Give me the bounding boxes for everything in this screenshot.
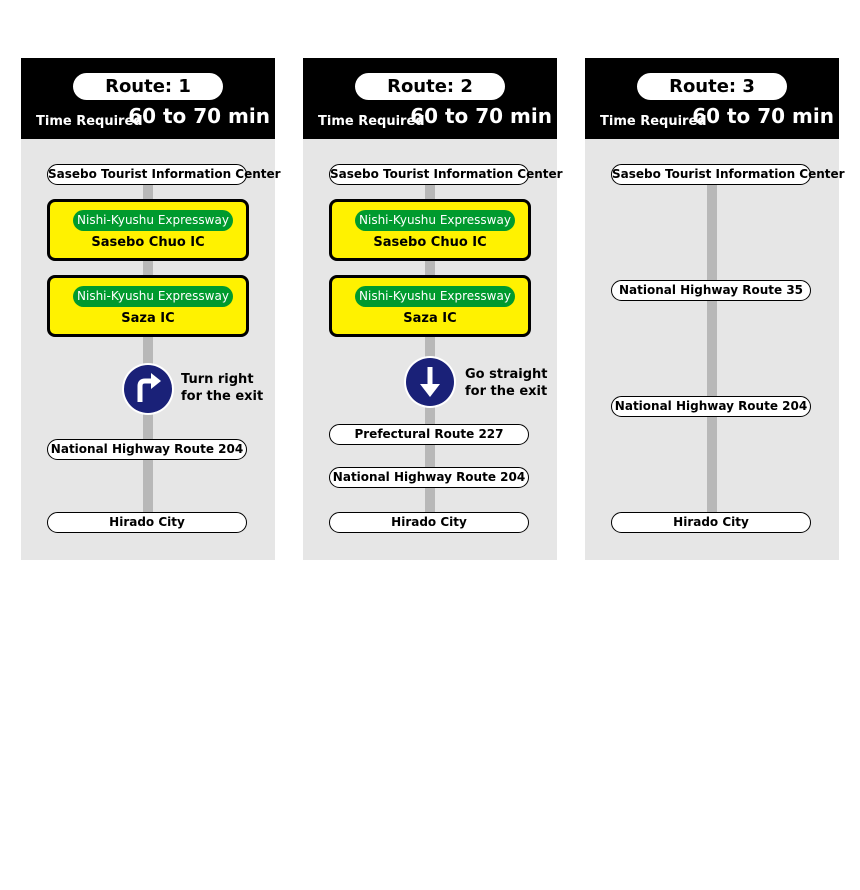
waypoint: Prefectural Route 227 [329,424,529,445]
instruction-line-1: Turn right [181,372,254,387]
waypoint: National Highway Route 204 [47,439,247,460]
interchange-name: Saza IC [403,311,457,326]
start-point: Sasebo Tourist Information Center [611,164,811,185]
interchange-name: Saza IC [121,311,175,326]
route-card-2 [303,58,563,560]
time-required-row [36,104,270,134]
waypoint: National Highway Route 204 [329,467,529,488]
start-point: Sasebo Tourist Information Center [47,164,247,185]
route-card-1 [21,58,281,560]
interchange-saza [329,275,531,337]
time-required-row [318,104,552,134]
destination: Hirado City [47,512,247,533]
destination: Hirado City [611,512,811,533]
instruction-line-1: Go straight [465,367,548,382]
interchange-name: Sasebo Chuo IC [91,235,205,250]
time-required-value: 60 to 70 min [692,104,834,128]
expressway-badge: Nishi-Kyushu Expressway [73,286,233,307]
waypoint: National Highway Route 35 [611,280,811,301]
interchange-sasebo-chuo [329,199,531,261]
route-card-3 [585,58,845,560]
instruction-line-2: for the exit [181,389,264,404]
straight-down-arrow-icon [403,355,457,409]
expressway-badge: Nishi-Kyushu Expressway [355,286,515,307]
time-required-value: 60 to 70 min [410,104,552,128]
waypoint: National Highway Route 204 [611,396,811,417]
interchange-name: Sasebo Chuo IC [373,235,487,250]
turn-right-arrow-icon [121,362,175,416]
route-title: Route: 1 [73,73,223,100]
route-header [303,58,557,139]
route-title: Route: 2 [355,73,505,100]
expressway-badge: Nishi-Kyushu Expressway [73,210,233,231]
interchange-sasebo-chuo [47,199,249,261]
expressway-badge: Nishi-Kyushu Expressway [355,210,515,231]
exit-instruction [465,366,548,400]
route-header [21,58,275,139]
route-line [707,176,717,512]
start-point: Sasebo Tourist Information Center [329,164,529,185]
time-required-label: Time Required [36,114,143,129]
route-header [585,58,839,139]
instruction-line-2: for the exit [465,384,548,399]
time-required-label: Time Required [600,114,707,129]
destination: Hirado City [329,512,529,533]
time-required-value: 60 to 70 min [128,104,270,128]
time-required-row [600,104,834,134]
route-title: Route: 3 [637,73,787,100]
interchange-saza [47,275,249,337]
exit-instruction [181,371,263,405]
time-required-label: Time Required [318,114,425,129]
